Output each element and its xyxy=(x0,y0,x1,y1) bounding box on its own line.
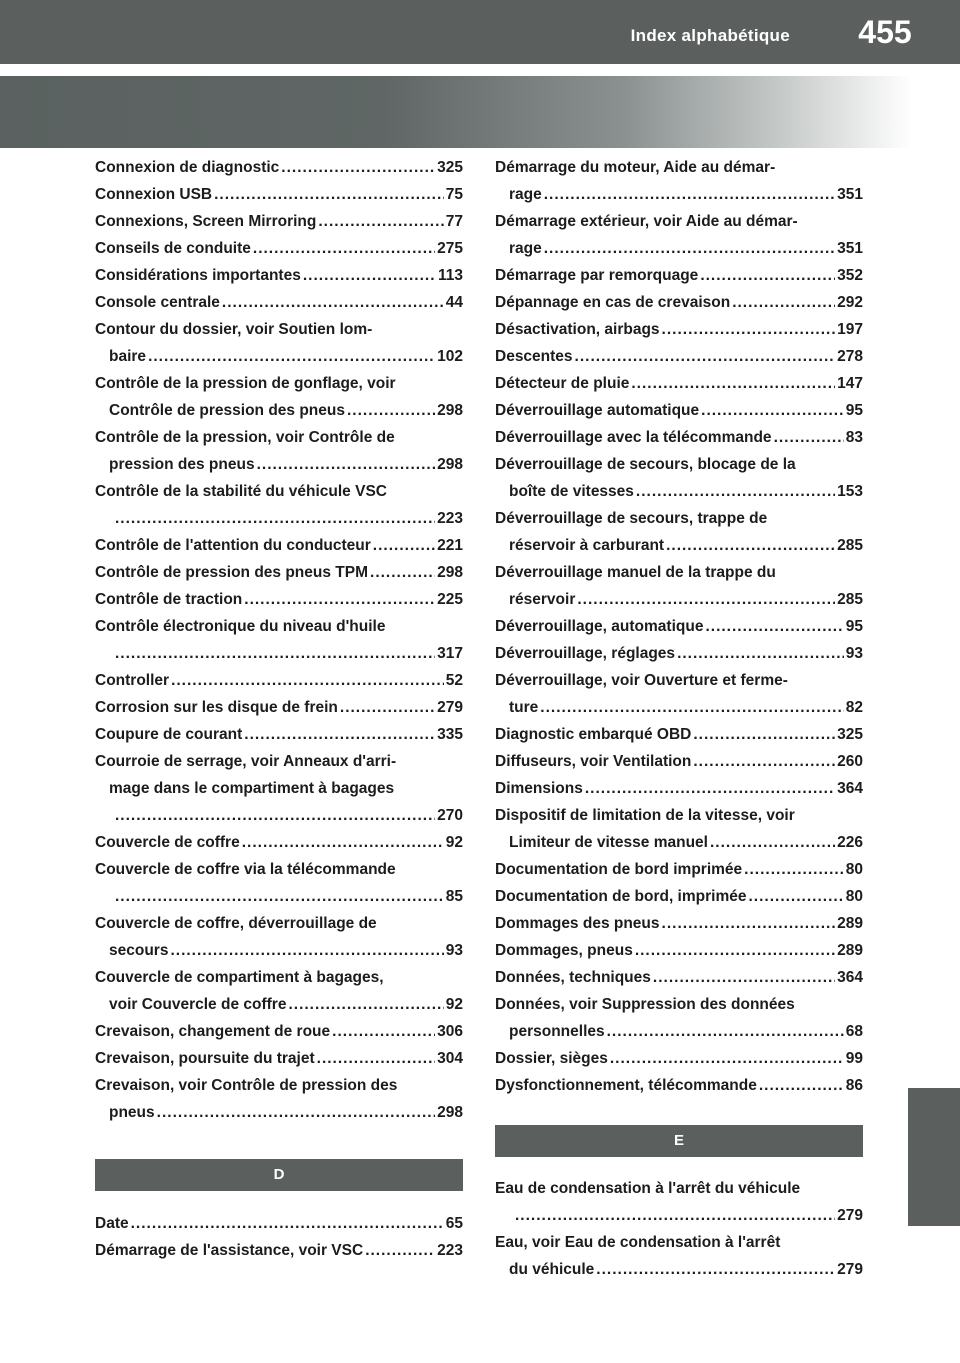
index-entry-page: 298 xyxy=(437,456,463,473)
index-entry-term: Déverrouillage, voir Ouverture et ferme- xyxy=(495,672,788,689)
index-entry-term: Couvercle de coffre via la télécommande xyxy=(95,861,396,878)
index-entry xyxy=(495,856,863,883)
decorative-band xyxy=(0,76,960,148)
index-entry-page: 298 xyxy=(437,1104,463,1121)
index-entry-term: Déverrouillage manuel de la trappe du xyxy=(495,564,776,581)
dot-leader xyxy=(214,181,444,208)
index-entry xyxy=(495,370,863,397)
index-entry xyxy=(95,613,463,667)
index-entry-term: Diagnostic embarqué OBD xyxy=(495,726,692,743)
index-entry-term: Console centrale xyxy=(95,294,220,311)
index-entry xyxy=(95,694,463,721)
index-entry xyxy=(95,235,463,262)
dot-leader xyxy=(370,559,435,586)
index-entry xyxy=(95,208,463,235)
dot-leader xyxy=(115,505,435,532)
index-entry xyxy=(495,343,863,370)
index-entry-page: 278 xyxy=(837,348,863,365)
dot-leader xyxy=(253,235,435,262)
index-entry xyxy=(495,775,863,802)
index-entry-term: Dossier, sièges xyxy=(495,1050,608,1067)
dot-leader xyxy=(544,235,835,262)
index-entry-term: Contrôle de traction xyxy=(95,591,243,608)
header-title: Index alphabétique xyxy=(630,26,790,45)
dot-leader xyxy=(710,829,835,856)
dot-leader xyxy=(596,1256,835,1283)
index-entry xyxy=(495,154,863,208)
index-entry-term: Connexion de diagnostic xyxy=(95,159,280,176)
index-entry-page: 221 xyxy=(437,537,463,554)
index-entry xyxy=(95,586,463,613)
dot-leader xyxy=(544,181,835,208)
index-entry-term: Contrôle de la stabilité du véhicule VSC xyxy=(95,483,387,500)
index-entry-term: Contrôle de pression des pneus xyxy=(109,402,345,419)
index-entry xyxy=(495,316,863,343)
index-entry-page: 225 xyxy=(437,591,463,608)
index-entry-page: 102 xyxy=(437,348,463,365)
index-entry-term: Coupure de courant xyxy=(95,726,243,743)
index-entry-page: 298 xyxy=(437,564,463,581)
index-entry-term: Désactivation, airbags xyxy=(495,321,660,338)
index-entry xyxy=(495,1175,863,1229)
index-entry-term: Crevaison, voir Contrôle de pression des xyxy=(95,1077,398,1094)
dot-leader xyxy=(515,1202,835,1229)
dot-leader xyxy=(607,1018,844,1045)
index-entry-page: 92 xyxy=(445,834,463,851)
index-entry-page: 298 xyxy=(437,402,463,419)
index-entry-page: 93 xyxy=(845,645,863,662)
index-entry-page: 92 xyxy=(445,996,463,1013)
index-entry-page: 77 xyxy=(445,213,463,230)
index-entry-term: pression des pneus xyxy=(109,456,255,473)
index-entry xyxy=(495,937,863,964)
dot-leader xyxy=(242,829,444,856)
index-entry xyxy=(495,505,863,559)
dot-leader xyxy=(744,856,844,883)
index-entry xyxy=(495,424,863,451)
index-entry xyxy=(95,289,463,316)
index-entry-term: Connexion USB xyxy=(95,186,213,203)
index-entry-page: 82 xyxy=(845,699,863,716)
index-entry xyxy=(95,856,463,910)
index-entry-term: rage xyxy=(509,240,542,257)
index-entry-page: 279 xyxy=(437,699,463,716)
index-entry-page: 306 xyxy=(437,1023,463,1040)
index-entry-page: 279 xyxy=(837,1261,863,1278)
dot-leader xyxy=(171,667,444,694)
index-entry xyxy=(495,721,863,748)
dot-leader xyxy=(585,775,835,802)
index-list-left-top xyxy=(95,154,463,1126)
dot-leader xyxy=(347,397,435,424)
index-entry-term: Dispositif de limitation de la vitesse, voir xyxy=(495,807,795,824)
index-entry xyxy=(95,667,463,694)
index-entry-term: du véhicule xyxy=(509,1261,595,1278)
index-entry-page: 95 xyxy=(845,618,863,635)
index-entry xyxy=(495,1045,863,1072)
index-entry-term: Contrôle de la pression, voir Contrôle de xyxy=(95,429,395,446)
index-entry-page: 304 xyxy=(437,1050,463,1067)
dot-leader xyxy=(157,1099,435,1126)
header-bar xyxy=(0,0,960,64)
dot-leader xyxy=(115,883,444,910)
index-entry-page: 223 xyxy=(437,510,463,527)
index-entry xyxy=(95,424,463,478)
index-entry xyxy=(95,181,463,208)
index-entry-page: 147 xyxy=(837,375,863,392)
index-entry-term: réservoir à carburant xyxy=(509,537,665,554)
index-entry-page: 289 xyxy=(837,942,863,959)
dot-leader xyxy=(662,316,836,343)
index-entry-page: 75 xyxy=(445,186,463,203)
index-entry xyxy=(95,559,463,586)
index-entry xyxy=(95,1210,463,1237)
index-entry xyxy=(495,802,863,856)
index-entry-term: Contrôle de pression des pneus TPM xyxy=(95,564,369,581)
dot-leader xyxy=(748,883,843,910)
dot-leader xyxy=(636,478,835,505)
dot-leader xyxy=(244,721,435,748)
dot-leader xyxy=(610,1045,844,1072)
index-entry-term: réservoir xyxy=(509,591,576,608)
index-entry-page: 86 xyxy=(845,1077,863,1094)
dot-leader xyxy=(677,640,844,667)
index-entry xyxy=(495,964,863,991)
index-entry xyxy=(495,910,863,937)
dot-leader xyxy=(317,1045,435,1072)
index-entry-term: Détecteur de pluie xyxy=(495,375,630,392)
index-entry-page: 317 xyxy=(437,645,463,662)
index-entry xyxy=(95,721,463,748)
index-entry-page: 85 xyxy=(445,888,463,905)
index-entry-term: rage xyxy=(509,186,542,203)
index-entry-term: Descentes xyxy=(495,348,573,365)
dot-leader xyxy=(705,613,843,640)
index-entry-page: 364 xyxy=(837,780,863,797)
index-entry xyxy=(495,991,863,1045)
index-column-left xyxy=(95,154,463,1264)
index-entry-page: 335 xyxy=(437,726,463,743)
index-entry-term: Crevaison, changement de roue xyxy=(95,1023,331,1040)
index-entry xyxy=(495,667,863,721)
dot-leader xyxy=(774,424,844,451)
index-entry-term: mage dans le compartiment à bagages xyxy=(109,780,395,797)
index-entry-term: Déverrouillage de secours, blocage de la xyxy=(495,456,796,473)
index-entry-page: 285 xyxy=(837,591,863,608)
dot-leader xyxy=(170,937,443,964)
index-entry-term: Dommages, pneus xyxy=(495,942,633,959)
index-entry-term: Contrôle électronique du niveau d'huile xyxy=(95,618,386,635)
section-header-e: E xyxy=(495,1125,863,1157)
dot-leader xyxy=(148,343,435,370)
index-entry-page: 83 xyxy=(845,429,863,446)
index-entry-page: 153 xyxy=(837,483,863,500)
index-entry-term: Connexions, Screen Mirroring xyxy=(95,213,317,230)
index-entry xyxy=(495,559,863,613)
index-entry xyxy=(95,1237,463,1264)
dot-leader xyxy=(115,802,435,829)
index-entry xyxy=(495,289,863,316)
dot-leader xyxy=(115,640,435,667)
index-entry-page: 44 xyxy=(445,294,463,311)
index-entry-page: 95 xyxy=(845,402,863,419)
index-entry-page: 352 xyxy=(837,267,863,284)
index-entry-term: Déverrouillage de secours, trappe de xyxy=(495,510,768,527)
index-entry-page: 197 xyxy=(837,321,863,338)
dot-leader xyxy=(257,451,436,478)
dot-leader xyxy=(759,1072,844,1099)
index-entry-page: 80 xyxy=(845,888,863,905)
dot-leader xyxy=(131,1210,444,1237)
index-entry-term: Eau, voir Eau de condensation à l'arrêt xyxy=(495,1234,781,1251)
index-entry-term: secours xyxy=(109,942,169,959)
index-entry-page: 292 xyxy=(837,294,863,311)
index-entry-term: Couvercle de coffre xyxy=(95,834,240,851)
index-entry xyxy=(495,397,863,424)
dot-leader xyxy=(281,154,435,181)
index-entry xyxy=(95,154,463,181)
index-entry xyxy=(95,748,463,829)
page-number: 455 xyxy=(858,14,912,50)
index-entry xyxy=(495,640,863,667)
index-entry-page: 99 xyxy=(845,1050,863,1067)
chapter-tab xyxy=(908,1088,960,1226)
index-entry-page: 289 xyxy=(837,915,863,932)
index-entry-page: 275 xyxy=(437,240,463,257)
index-list-right-top xyxy=(495,154,863,1099)
index-entry-page: 270 xyxy=(437,807,463,824)
index-entry xyxy=(95,370,463,424)
dot-leader xyxy=(693,721,835,748)
index-entry xyxy=(495,613,863,640)
index-entry-term: ture xyxy=(509,699,539,716)
index-entry xyxy=(95,262,463,289)
index-entry xyxy=(495,262,863,289)
dot-leader xyxy=(631,370,835,397)
index-entry-term: Crevaison, poursuite du trajet xyxy=(95,1050,315,1067)
index-entry-term: baire xyxy=(109,348,147,365)
index-entry-term: Démarrage par remorquage xyxy=(495,267,699,284)
dot-leader xyxy=(222,289,444,316)
index-entry-term: Démarrage extérieur, voir Aide au démar- xyxy=(495,213,798,230)
dot-leader xyxy=(244,586,435,613)
index-entry-term: Documentation de bord, imprimée xyxy=(495,888,747,905)
index-entry xyxy=(95,829,463,856)
index-entry xyxy=(95,1045,463,1072)
index-entry-page: 285 xyxy=(837,537,863,554)
index-entry-term: Eau de condensation à l'arrêt du véhicule xyxy=(495,1180,801,1197)
dot-leader xyxy=(732,289,835,316)
index-entry-term: Dommages des pneus xyxy=(495,915,660,932)
dot-leader xyxy=(700,262,835,289)
index-entry-term: Dimensions xyxy=(495,780,583,797)
index-entry-term: boîte de vitesses xyxy=(509,483,634,500)
index-column-right xyxy=(495,154,863,1283)
index-entry-term: Documentation de bord imprimée xyxy=(495,861,743,878)
index-entry xyxy=(95,478,463,532)
index-entry-term: Données, voir Suppression des données xyxy=(495,996,795,1013)
index-entry-term: pneus xyxy=(109,1104,155,1121)
index-entry-page: 93 xyxy=(445,942,463,959)
index-entry xyxy=(495,883,863,910)
dot-leader xyxy=(653,964,835,991)
index-entry-page: 223 xyxy=(437,1242,463,1259)
dot-leader xyxy=(577,586,835,613)
index-entry-page: 351 xyxy=(837,186,863,203)
index-entry-term: voir Couvercle de coffre xyxy=(109,996,287,1013)
index-entry-term: Conseils de conduite xyxy=(95,240,251,257)
index-list-left-bottom xyxy=(95,1210,463,1264)
index-entry-term: Diffuseurs, voir Ventilation xyxy=(495,753,692,770)
dot-leader xyxy=(303,262,436,289)
index-entry xyxy=(95,910,463,964)
index-entry-page: 364 xyxy=(837,969,863,986)
index-entry-page: 68 xyxy=(845,1023,863,1040)
index-entry xyxy=(495,1072,863,1099)
index-entry xyxy=(95,532,463,559)
index-entry-term: Couvercle de compartiment à bagages, xyxy=(95,969,384,986)
dot-leader xyxy=(288,991,443,1018)
index-entry-term: Déverrouillage automatique xyxy=(495,402,700,419)
index-entry-term: Démarrage du moteur, Aide au démar- xyxy=(495,159,776,176)
index-entry-term: Contrôle de la pression de gonflage, voir xyxy=(95,375,396,392)
index-entry-page: 226 xyxy=(837,834,863,851)
dot-leader xyxy=(340,694,435,721)
dot-leader xyxy=(318,208,443,235)
dot-leader xyxy=(540,694,843,721)
index-list-right-bottom xyxy=(495,1175,863,1283)
index-entry xyxy=(495,451,863,505)
index-entry-term: Données, techniques xyxy=(495,969,651,986)
index-entry-term: Dépannage en cas de crevaison xyxy=(495,294,731,311)
index-entry-term: Corrosion sur les disque de frein xyxy=(95,699,338,716)
dot-leader xyxy=(365,1237,435,1264)
index-entry-page: 351 xyxy=(837,240,863,257)
index-entry xyxy=(95,964,463,1018)
index-entry xyxy=(495,1229,863,1283)
index-entry xyxy=(95,316,463,370)
index-entry-term: Limiteur de vitesse manuel xyxy=(509,834,708,851)
index-entry-page: 279 xyxy=(837,1207,863,1224)
dot-leader xyxy=(635,937,835,964)
index-entry-term: Dysfonctionnement, télécommande xyxy=(495,1077,757,1094)
index-entry xyxy=(95,1072,463,1126)
index-entry-page: 325 xyxy=(837,726,863,743)
dot-leader xyxy=(575,343,836,370)
index-entry-term: Déverrouillage, réglages xyxy=(495,645,676,662)
dot-leader xyxy=(373,532,435,559)
index-entry-term: Déverrouillage, automatique xyxy=(495,618,704,635)
index-entry-page: 65 xyxy=(445,1215,463,1232)
index-entry xyxy=(495,208,863,262)
index-entry-term: personnelles xyxy=(509,1023,605,1040)
index-entry-page: 260 xyxy=(837,753,863,770)
dot-leader xyxy=(666,532,835,559)
index-entry-page: 325 xyxy=(437,159,463,176)
index-entry-term: Déverrouillage avec la télécommande xyxy=(495,429,772,446)
index-entry-term: Contour du dossier, voir Soutien lom- xyxy=(95,321,373,338)
index-entry-term: Date xyxy=(95,1215,129,1232)
index-entry-term: Courroie de serrage, voir Anneaux d'arri- xyxy=(95,753,397,770)
index-entry-term: Contrôle de l'attention du conducteur xyxy=(95,537,371,554)
dot-leader xyxy=(662,910,836,937)
index-entry xyxy=(495,748,863,775)
index-entry-page: 80 xyxy=(845,861,863,878)
index-entry-term: Couvercle de coffre, déverrouillage de xyxy=(95,915,377,932)
index-entry-page: 113 xyxy=(437,267,463,284)
index-entry-term: Démarrage de l'assistance, voir VSC xyxy=(95,1242,364,1259)
index-entry-term: Controller xyxy=(95,672,170,689)
index-entry-page: 52 xyxy=(445,672,463,689)
dot-leader xyxy=(701,397,844,424)
section-header-d: D xyxy=(95,1159,463,1191)
dot-leader xyxy=(332,1018,435,1045)
index-entry-term: Considérations importantes xyxy=(95,267,301,284)
dot-leader xyxy=(693,748,835,775)
index-entry xyxy=(95,1018,463,1045)
